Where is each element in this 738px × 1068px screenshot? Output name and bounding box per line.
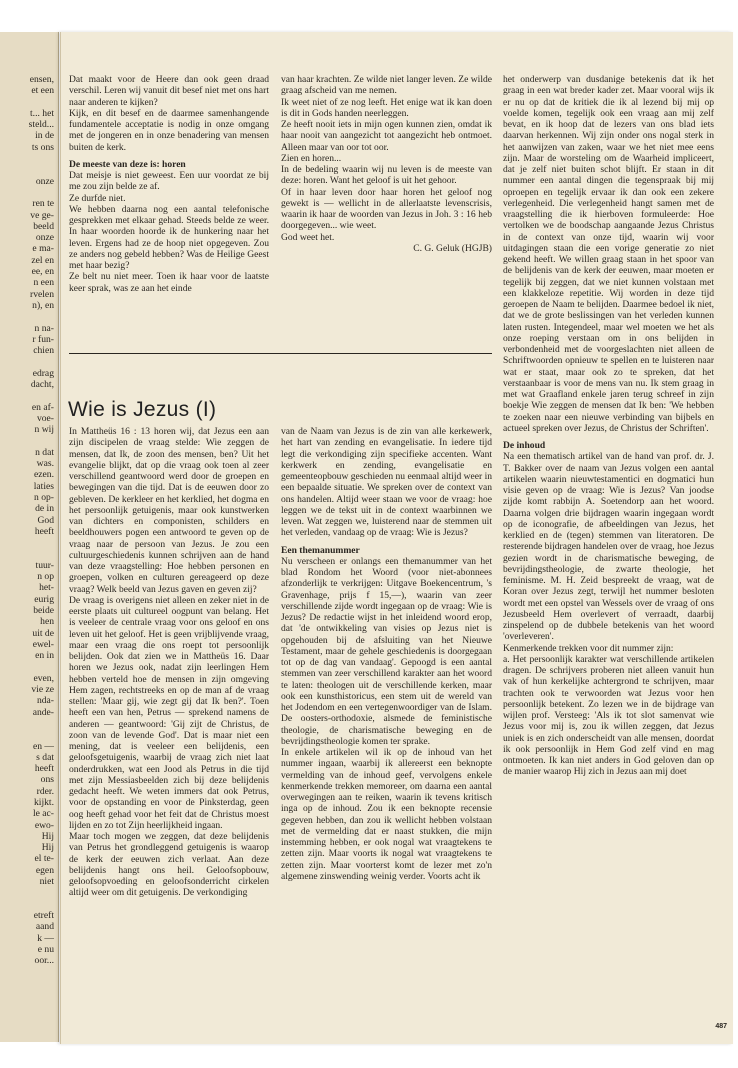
margin-fragment: oor...: [34, 955, 54, 967]
paragraph: Dat meisje is niet geweest. Een uur voordat ze bij me zou zijn belde ze af.: [69, 170, 269, 193]
margin-fragment: en in: [35, 650, 54, 662]
paragraph: Of in haar leven door haar horen het geloof nog gewekt is — wellicht in de allerlaatste levenscrisis, waarin ik haar de woorden van Jezus in Joh. 3 : 16 heb doorgegeven... wie weet.: [281, 186, 492, 232]
margin-fragment: nda-: [36, 695, 54, 707]
subheading: De meeste van deze is: horen: [69, 158, 186, 170]
paragraph: Kijk, en dit besef en de daarmee samenhangende fundamentele acceptatie is nodig in onze omgang met de jongeren en in onze benadering van mensen buiten de kerk.: [69, 107, 269, 153]
body-column-2: [281, 426, 492, 882]
margin-fragment: heeft: [34, 525, 54, 537]
margin-fragment: in de: [35, 130, 54, 142]
paragraph: Zien en horen...: [281, 152, 342, 164]
margin-fragment: [0, 153, 58, 164]
margin-fragment: beeld: [33, 220, 54, 232]
margin-fragment: n dat: [35, 446, 54, 458]
margin-fragment: n een: [33, 277, 54, 289]
margin-fragment: niet: [39, 876, 54, 888]
margin-fragment: [0, 356, 58, 367]
subheading: De inhoud: [503, 440, 546, 451]
margin-fragment: [0, 718, 58, 729]
margin-fragment: e nu: [37, 943, 54, 955]
margin-fragment: onze: [35, 232, 54, 244]
paragraph: We hebben daarna nog een aantal telefonische gesprekken met elkaar gehad. Steeds belde ze weer. In haar woorden hoorde ik de hunkering naar het leven. Ergens had ze de hoop niet opgegeven. Zou ze anders nog gebeld hebben? Was de Heilige Geest met haar bezig?: [69, 203, 269, 271]
margin-fragment: e ma-: [32, 243, 54, 255]
margin-fragment: [0, 311, 58, 322]
margin-fragment: ewo-: [34, 819, 54, 831]
margin-fragment: hen: [40, 616, 54, 628]
top-column-1: [69, 74, 269, 294]
top-column-2: [281, 74, 492, 254]
margin-fragment: vie ze: [31, 684, 54, 696]
margin-fragment: en af-: [31, 401, 54, 413]
paragraph: God weet het.: [281, 231, 335, 243]
margin-fragment: [0, 661, 58, 672]
section-divider: [69, 353, 492, 354]
margin-fragment: [0, 164, 58, 175]
margin-fragment: ezen.: [34, 469, 54, 481]
margin-fragment: ve ge-: [30, 209, 54, 221]
paragraph: In Mattheüs 16 : 13 horen wij, dat Jezus een aan zijn discipelen de vraag stelde: Wie zeggen de mensen, dat Ik, de zoon des mensen, ben? Uit het evangelie blijkt, dat op die vraag ook toen al zeer verschillend geantwoord werd door de groepen en bewegingen van die tijd. Dat is de eeuwen door zo gebleven. De kerkleer en het kerklied, het dogma en het persoonlijk getuigenis, maar ook kunstwerken van dichters en componisten, schilders en beeldhouwers pogen een antwoord te geven op de vraag naar de persoon van Jezus. Je zou een cultuurgeschiedenis kunnen schrijven aan de hand van deze vraagstelling: Hoe hebben personen en groepen, volken en culturen gereageerd op deze vraag? Welk beeld van Jezus gaven en geven zij?: [69, 426, 269, 595]
margin-fragment: Hij: [41, 842, 54, 854]
margin-fragment: even,: [33, 672, 54, 684]
paragraph: Ik weet niet of ze nog leeft. Het enige wat ik kan doen is dit in Gods handen neerleggen.: [281, 96, 492, 119]
margin-fragment: steld...: [28, 119, 54, 131]
margin-fragment: [0, 548, 58, 559]
margin-fragment: [0, 436, 58, 447]
margin-fragment: el te-: [34, 853, 54, 865]
author-signature: C. G. Geluk (HGJB): [413, 242, 492, 254]
margin-fragment: egen: [35, 864, 54, 876]
paragraph: Ze heeft nooit iets in mijn ogen kunnen zien, omdat ik haar nooit van aangezicht tot aangezicht heb ontmoet. Alleen maar van oor tot oor.: [281, 119, 492, 153]
margin-fragment: dacht,: [30, 379, 54, 391]
paragraph: Dat maakt voor de Heere dan ook geen draad verschil. Leren wij vanuit dit besef niet met ons hart naar anderen te kijken?: [69, 74, 269, 108]
margin-fragment: [0, 887, 58, 898]
previous-page-edge: [0, 32, 59, 1042]
paragraph: van de Naam van Jezus is de zin van alle kerkewerk, het hart van zending en evangelisatie. In iedere tijd legt die verkondiging zijn specifieke accenten. Want kerkwerk en zending, evangelisatie en gemeenteopbouw geschieden nu eenmaal altijd weer in een bepaalde situatie. We spreken over de context van ons handelen. Altijd weer staan we voor de vraag: hoe leggen we de tekst uit in de context waarbinnen we leven. Wat zeggen we, luisterend naar de stemmen uit het verleden, vandaag op de vraag: Wie is Jezus?: [281, 426, 493, 539]
margin-fragment: ren te: [32, 198, 54, 210]
margin-fragment: en —: [32, 740, 54, 752]
article-title: Wie is Jezus (I): [68, 398, 217, 421]
paragraph: het onderwerp van dusdanige betekenis dat ik het graag in een wat breder kader zet. Maar vooral wijs ik er nu op dat de kritiek die ik al lezend bij mij op voelde komen, tegelijk ook een vraag aan mij zelf bevat, en ik hoop dat de lezers van ons blad iets daarvan herkennen. Wij zijn onder ons nogal sterk in het aanwijzen van zaken, waar we het niet mee eens zijn. Maar de worsteling om de Waarheid impliceert, dat je zelf niet buiten schot blijft. Er staan in dit nummer een aantal dingen die tegenspraak bij mij oproepen en tegelijk ervaar ik dan ook een zekere verlegenheid. Die verlegenheid hangt samen met de vraagstelling die ik hierboven formuleerde: Hoe vertolken we de boodschap aangaande Jezus Christus in de context van onze tijd, waarin wij voor uitdagingen staan die een vorige generatie zo niet gekend heeft. We willen graag staan in het spoor van de belijdenis van de kerk der eeuwen, maar moeten er tegelijk bij zeggen, dat we niet kunnen volstaan met een klakkeloze repetitie. Wij worden in deze tijd geroepen de Naam te belijden. Daarmee bedoel ik niet, dat we de grote beslissingen van het verleden kunnen laten rusten. Integendeel, maar wel moeten we het als onze roeping verstaan om in ons belijden in verbondenheid met de voorgeslachten niet alleen de Schriftwoorden opnieuw te spellen en te luisteren naar wat er staat, maar ook zo te spreken, dat het verstaanbaar is voor de mens van nu. Ik stem graag in met wat Graafland enkele jaren terug schreef in zijn boekje Wie zeggen de mensen dat Ik ben: 'We hebben te zoeken naar een nieuwe verbinding van bijbels en actueel spreken over Jezus, de Christus der Schriften'.: [503, 74, 714, 434]
margin-fragment: ons: [40, 774, 54, 786]
margin-fragment: [0, 97, 58, 108]
margin-fragment: de in: [35, 503, 54, 515]
margin-fragment: tuur-: [35, 559, 54, 571]
margin-fragment: et een: [31, 85, 54, 97]
body-column-1: [69, 426, 269, 899]
margin-fragment: s dat: [36, 751, 54, 763]
margin-fragment: was.: [36, 458, 54, 470]
margin-fragment: ensen,: [29, 74, 54, 85]
paragraph: a. Het persoonlijk karakter wat verschillende artikelen dragen. De schrijvers proberen niet alleen vanuit hun vak of hun kerkelijke achtergrond te schrijven, maar trachten ook te verwoorden wat Jezus voor hen persoonlijk betekent. Zo lezen we in de bijdrage van wijlen prof. Versteeg: 'Als ik tot slot samenvat wie Jezus voor mij is, zou ik willen zeggen, dat Jezus uniek is en zich onderscheidt van alle mensen, doordat ik ook persoonlijk in Hem God zelf vind en mag ontmoeten. Ik kan niet anders in God geloven dan op de manier waarop Hij zich in Jezus aan mij doet: [503, 653, 714, 778]
margin-fragment: ewel-: [32, 638, 54, 650]
margin-fragment: n op-: [34, 491, 54, 503]
margin-fragment: aand: [35, 921, 54, 933]
margin-fragment: rder.: [36, 785, 54, 797]
paragraph: Ze belt nu niet meer. Toen ik haar voor de laatste keer sprak, was ze aan het einde: [69, 271, 269, 294]
margin-fragment: Hij: [41, 830, 54, 842]
margin-spacer: [0, 32, 58, 74]
margin-fragment: ee, en: [31, 266, 54, 278]
paragraph: In de bedeling waarin wij nu leven is de meeste van deze: horen. Want het geloof is uit het gehoor.: [281, 164, 492, 187]
magazine-page: [60, 32, 733, 1044]
margin-fragment: le ac-: [32, 808, 54, 820]
paragraph: van haar krachten. Ze wilde niet langer leven. Ze wilde graag afscheid van me nemen.: [281, 74, 492, 97]
margin-fragment: het-: [39, 582, 54, 594]
margin-fragment: beide: [33, 604, 54, 616]
margin-fragment: laties: [33, 480, 54, 492]
margin-fragment: n op: [37, 571, 54, 583]
margin-fragment: [0, 899, 58, 910]
margin-fragment: edrag: [32, 367, 54, 379]
paragraph: Maar toch mogen we zeggen, dat deze belijdenis van Petrus het grondleggend getuigenis is waarop de kerk der eeuwen zich verlaat. Aan deze belijdenis hangt ons heil. Geloofsopbouw, geloofsopvoeding en geloofsonderricht cirkelen altijd weer om dit getuigenis. De verkondiging: [69, 831, 269, 899]
margin-fragment: rvelen: [30, 288, 54, 300]
paragraph: Kenmerkende trekken voor dit nummer zijn:: [503, 642, 674, 654]
margin-fragment: eurig: [34, 593, 54, 605]
margin-fragment: heeft: [34, 763, 54, 775]
subheading: Een themanummer: [281, 544, 360, 556]
paragraph: Ze durfde niet.: [69, 192, 126, 204]
margin-fragment: voe-: [36, 412, 54, 424]
margin-fragment: chien: [33, 345, 54, 357]
paragraph: Nu verscheen er onlangs een themanummer van het blad Rondom het Woord (voor niet-abonnees afzonderlijk te verkrijgen: Uitgave Boekencentrum, 's Gravenhage, prijs f 15,—), waarin van zeer verschillende zijde wordt ingegaan op de vraag: Wie is Jezus? De redactie wijst in het inleidend woord erop, dat 'de ontwikkeling van visies op Jezus niet is opgehouden bij de afsluiting van het Nieuwe Testament, maar de gehele geschiedenis is doorgegaan tot op de dag van vandaag'. Gepoogd is een aantal stemmen van zeer verschillend karakter aan het woord te laten: theologen uit de verschillende kerken, maar ook een kunsthistoricus, een stem uit de wereld van het Jodendom en een vertegenwoordiger van de Islam. De oosters-orthodoxie, alsmede de feministische theologie, de charismatische beweging en de bevrijdingstheologie komen ter sprake.: [281, 555, 492, 747]
paragraph: Na een thematisch artikel van de hand van prof. dr. J. T. Bakker over de naam van Jezus volgen een aantal artikelen waarin nieuwtestamentici en dogmatici hun visie geven op de vraag: Wie is Jezus? Van joodse zijde komt rabbijn A. Soetendorp aan het woord. Daarna volgen drie bijdragen waarin ingegaan wordt op de iconografie, de afbeeldingen van Jezus, het kerklied en de (tegen) stemmen van literatoren. De resterende bijdragen handelen over de vraag, hoe Jezus gezien wordt in de charismatische beweging, de bevrijdingstheologie, de zwarte theologie, het feminisme. M. H. Zeid bespreekt de vraag, wat de Koran over Jezus zegt, terwijl het nummer besloten wordt met een opstel van Wessels over de vraag of ons Jezusbeeld Hem overlevert of verraadt, daarbij zinspelend op de dubbele betekenis van het woord 'overleveren'.: [503, 451, 714, 643]
margin-fragment: uit de: [32, 627, 54, 639]
margin-fragment: k —: [37, 932, 54, 944]
margin-fragment: n na-: [34, 322, 54, 334]
margin-fragment: r fun-: [32, 333, 54, 345]
margin-fragment: [0, 729, 58, 740]
page-number: 487: [715, 1023, 727, 1030]
paragraph: In enkele artikelen wil ik op de inhoud van het nummer ingaan, waarbij ik allereerst een beknopte vermelding van de inhoud geef, vervolgens enkele kenmerkende trekken memoreer, om daarna een aantal overwegingen aan te reiken, waarin ik tevens kritisch inga op de inhoud. Zou ik een beknopte recensie gegeven hebben, dan zou ik wellicht hebben volstaan met de vermelding dat er naast stukken, die mijn instemming hebben, er ook nogal wat vraagtekens te zetten zijn. Maar voorts ik nogal wat vraagtekens te zetten zijn. Maar voorterst komt de lezer met zo'n algemene zinswending weinig verder. Voorts acht ik: [281, 747, 492, 882]
margin-fragment: n wij: [34, 424, 54, 436]
margin-fragment: God: [37, 514, 54, 526]
margin-fragment: t... het: [30, 107, 54, 119]
margin-fragment: n), en: [32, 299, 54, 311]
margin-fragment: [0, 187, 58, 198]
margin-fragment: [0, 537, 58, 548]
body-column-3: [503, 74, 714, 778]
margin-fragment: etreft: [33, 909, 54, 921]
margin-fragment: onze: [35, 175, 54, 187]
paragraph: De vraag is overigens niet alleen en zeker niet in de eerste plaats uit cultureel oogpunt van belang. Het is veeleer de centrale vraag voor ons geloof en ons leven uit het geloof. Het is geen vrijblijvende vraag, maar een vraag die ons roept tot persoonlijk belijden. Ook dat zien we in Mattheüs 16. Daar horen we Jezus ook, nadat zijn leerlingen Hem hebben verteld hoe de mensen in zijn omgeving Hem zagen, rechtstreeks en op de man af de vraag stellen: 'Maar gij, wie zegt gij dat Ik ben?'. Toen heeft een van hen, Petrus — sprekend namens de anderen — geantwoord: 'Gij zijt de Christus, de zoon van de levende God'. Dat is maar niet een mening, dat is veeleer een belijdenis, een geloofsgetuigenis, waarbij de vraag zich niet laat onderdrukken, wat een Jood als Petrus in die tijd met zijn Messiasbeelden zich bij deze belijdenis gedacht heeft. We weten immers dat ook Petrus, voor de opstanding en voor de Pinksterdag, geen oog heeft gehad voor het feit dat de Christus moest lijden en zo tot Zijn heerlijkheid ingaan.: [69, 594, 269, 831]
margin-fragment: ts ons: [31, 141, 54, 153]
margin-fragment: ande-: [32, 706, 54, 718]
margin-fragment: zel en: [31, 254, 54, 266]
margin-fragment: [0, 390, 58, 401]
margin-fragment: kijkt.: [34, 797, 54, 808]
